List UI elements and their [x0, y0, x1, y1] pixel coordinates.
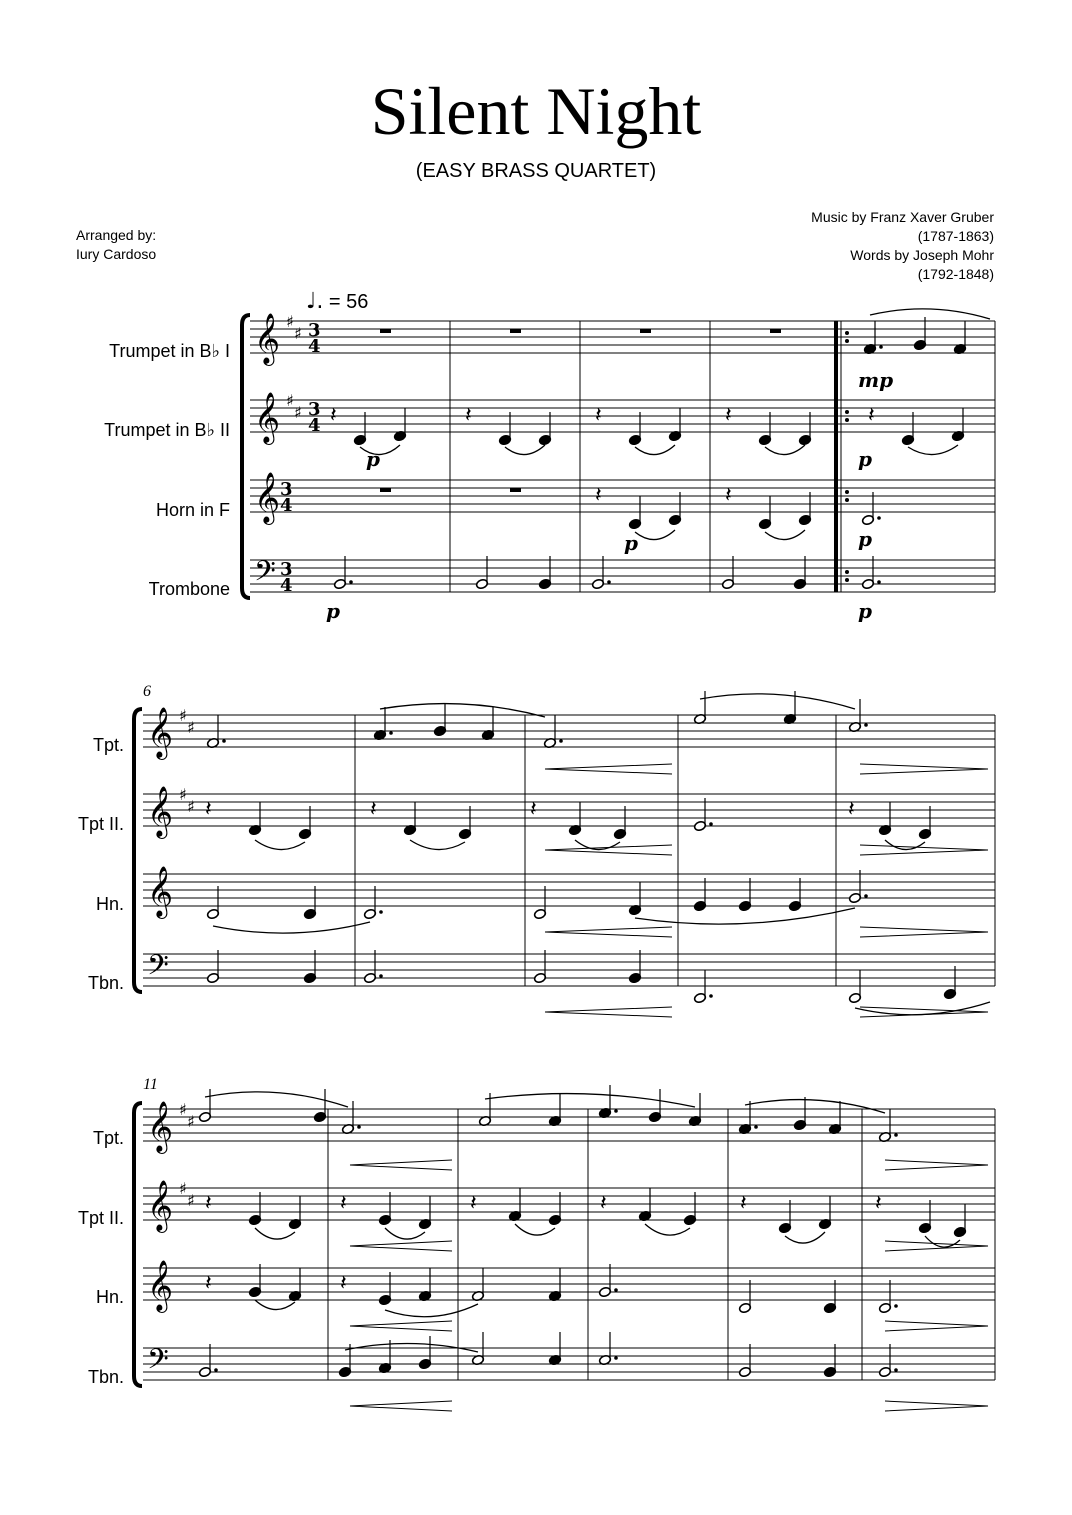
- note-dot: [614, 1109, 618, 1113]
- note-dot: [877, 580, 881, 584]
- measure-number: 6: [143, 683, 151, 700]
- slur: [255, 1228, 295, 1239]
- slur: [908, 445, 958, 455]
- note-dot: [709, 994, 713, 998]
- note-dot: [877, 516, 881, 520]
- note-dot: [607, 580, 611, 584]
- instrument-label-trumpet-1: Tpt.: [92, 1128, 124, 1148]
- dynamic-marking-p: p: [326, 599, 340, 623]
- slur: [213, 922, 370, 933]
- note-dot: [379, 910, 383, 914]
- decrescendo-hairpin: [860, 927, 988, 937]
- key-signature-sharp-icon: ♯: [187, 718, 195, 737]
- treble-clef-icon: 𝄞: [254, 392, 281, 443]
- note-dot: [614, 1288, 618, 1292]
- instrument-label-trumpet-2: Tpt II.: [77, 814, 124, 834]
- decrescendo-hairpin: [885, 1241, 988, 1251]
- dynamic-marking-p: p: [624, 531, 638, 555]
- instrument-label-trumpet-2: Trumpet in B♭ II: [104, 420, 230, 440]
- measure-rest: [510, 329, 521, 333]
- time-signature-denominator: 4: [308, 336, 321, 357]
- slur: [870, 309, 990, 319]
- slur: [255, 1300, 295, 1310]
- quarter-rest-icon: 𝄽: [600, 1191, 607, 1216]
- repeat-dot: [845, 490, 849, 494]
- quarter-rest-icon: 𝄽: [330, 403, 337, 428]
- staff: [143, 874, 995, 906]
- note-dot: [894, 1304, 898, 1308]
- slur: [485, 1094, 695, 1107]
- repeat-dot: [845, 570, 849, 574]
- staff: [143, 715, 995, 747]
- slur: [745, 1100, 885, 1113]
- quarter-rest-icon: 𝄽: [340, 1191, 347, 1216]
- quarter-rest-icon: 𝄽: [340, 1271, 347, 1296]
- slur: [385, 1228, 425, 1239]
- staff: [143, 1348, 995, 1380]
- key-signature-sharp-icon: ♯: [187, 1191, 195, 1210]
- key-signature-sharp-icon: ♯: [286, 312, 294, 331]
- words-credit: Words by Joseph Mohr: [850, 247, 994, 263]
- instrument-label-horn: Horn in F: [155, 500, 230, 520]
- quarter-rest-icon: 𝄽: [740, 1191, 747, 1216]
- crescendo-hairpin: [350, 1401, 452, 1411]
- key-signature-sharp-icon: ♯: [187, 1112, 195, 1131]
- instrument-label-horn: Hn.: [95, 1287, 124, 1307]
- treble-clef-icon: 𝄞: [147, 1180, 174, 1231]
- staff: [143, 794, 995, 826]
- repeat-dot: [845, 339, 849, 343]
- slur: [635, 445, 675, 455]
- key-signature-sharp-icon: ♯: [286, 391, 294, 410]
- quarter-rest-icon: 𝄽: [370, 797, 377, 822]
- measure-rest: [510, 488, 521, 492]
- staff: [143, 1188, 995, 1220]
- time-signature-numerator: 3: [308, 399, 321, 420]
- note-dot: [709, 822, 713, 826]
- quarter-rest-icon: 𝄽: [725, 483, 732, 508]
- time-signature-numerator: 3: [280, 559, 293, 580]
- slur: [505, 445, 545, 455]
- slur: [255, 840, 305, 850]
- repeat-dot: [845, 578, 849, 582]
- quarter-rest-icon: 𝄽: [530, 797, 537, 822]
- words-years: (1792-1848): [917, 266, 994, 282]
- slur: [785, 1232, 825, 1243]
- key-signature-sharp-icon: ♯: [187, 797, 195, 816]
- note-dot: [864, 894, 868, 898]
- decrescendo-hairpin: [860, 764, 988, 774]
- slur: [645, 1224, 690, 1235]
- instrument-label-trumpet-1: Tpt.: [92, 735, 124, 755]
- system-bracket: [242, 315, 250, 598]
- crescendo-hairpin: [350, 1160, 452, 1170]
- note-dot: [754, 1125, 758, 1129]
- measure-rest: [380, 329, 391, 333]
- quarter-rest-icon: 𝄽: [470, 1191, 477, 1216]
- bass-clef-icon: 𝄢: [147, 949, 169, 989]
- instrument-label-trumpet-2: Tpt II.: [77, 1208, 124, 1228]
- instrument-label-trumpet-1: Trumpet in B♭ I: [109, 341, 230, 361]
- treble-clef-icon: 𝄞: [147, 1260, 174, 1311]
- staff: [250, 321, 995, 353]
- quarter-rest-icon: 𝄽: [205, 1271, 212, 1296]
- note-dot: [222, 739, 226, 743]
- note-dot: [879, 345, 883, 349]
- dotted-quarter-note-icon: ♩.: [306, 289, 324, 314]
- quarter-rest-icon: 𝄽: [875, 1191, 882, 1216]
- instrument-label-trombone: Tbn.: [87, 1367, 124, 1387]
- dynamic-marking-p: p: [366, 447, 380, 471]
- quarter-rest-icon: 𝄽: [725, 403, 732, 428]
- repeat-dot: [845, 410, 849, 414]
- staff: [143, 1268, 995, 1300]
- treble-clef-icon: 𝄞: [254, 313, 281, 364]
- measure-rest: [640, 329, 651, 333]
- staff: [143, 954, 995, 986]
- note-dot: [559, 739, 563, 743]
- quarter-rest-icon: 𝄽: [868, 403, 875, 428]
- measure-rest: [380, 488, 391, 492]
- page-subtitle: (EASY BRASS QUARTET): [415, 160, 657, 182]
- time-signature-numerator: 3: [308, 320, 321, 341]
- crescendo-hairpin: [545, 845, 672, 855]
- key-signature-sharp-icon: ♯: [294, 324, 302, 343]
- slur: [765, 445, 805, 455]
- staff: [143, 1109, 995, 1141]
- arranger-label: Arranged by:: [76, 227, 157, 243]
- quarter-rest-icon: 𝄽: [595, 403, 602, 428]
- dynamic-marking-p: p: [858, 447, 872, 471]
- key-signature-sharp-icon: ♯: [179, 706, 187, 725]
- note-dot: [357, 1125, 361, 1129]
- bass-clef-icon: 𝄢: [254, 555, 276, 595]
- repeat-dot: [845, 498, 849, 502]
- treble-clef-icon: 𝄞: [147, 1101, 174, 1152]
- time-signature-denominator: 4: [280, 575, 293, 596]
- tempo-value: = 56: [323, 291, 369, 313]
- time-signature-denominator: 4: [280, 495, 293, 516]
- quarter-rest-icon: 𝄽: [595, 483, 602, 508]
- repeat-dot: [845, 418, 849, 422]
- note-dot: [894, 1368, 898, 1372]
- slur: [765, 530, 805, 540]
- music-credit: Music by Franz Xaver Gruber: [811, 209, 994, 225]
- note-dot: [214, 1368, 218, 1372]
- time-signature-denominator: 4: [308, 415, 321, 436]
- dynamic-marking-p: p: [858, 527, 872, 551]
- decrescendo-hairpin: [885, 1321, 988, 1331]
- treble-clef-icon: 𝄞: [254, 472, 281, 523]
- music-years: (1787-1863): [917, 228, 994, 244]
- note-dot: [389, 731, 393, 735]
- slur: [515, 1224, 555, 1235]
- instrument-label-trombone: Tbn.: [87, 973, 124, 993]
- dynamic-marking-p: p: [858, 599, 872, 623]
- measure-rest: [770, 329, 781, 333]
- slur: [410, 840, 465, 850]
- treble-clef-icon: 𝄞: [147, 707, 174, 758]
- note-dot: [614, 1356, 618, 1360]
- time-signature-numerator: 3: [280, 479, 293, 500]
- instrument-label-horn: Hn.: [95, 894, 124, 914]
- slur: [700, 694, 855, 709]
- note-dot: [379, 974, 383, 978]
- quarter-rest-icon: 𝄽: [205, 797, 212, 822]
- slur: [925, 1236, 960, 1247]
- bass-clef-icon: 𝄢: [147, 1343, 169, 1383]
- decrescendo-hairpin: [885, 1401, 988, 1411]
- measure-number: 11: [143, 1076, 158, 1093]
- crescendo-hairpin: [545, 927, 672, 937]
- key-signature-sharp-icon: ♯: [179, 785, 187, 804]
- treble-clef-icon: 𝄞: [147, 866, 174, 917]
- quarter-rest-icon: 𝄽: [205, 1191, 212, 1216]
- dynamic-marking-mp: mp: [858, 368, 894, 392]
- slur: [205, 1092, 348, 1107]
- staff: [250, 480, 995, 512]
- instrument-label-trombone: Trombone: [148, 579, 230, 599]
- crescendo-hairpin: [350, 1241, 452, 1251]
- slur: [635, 530, 675, 540]
- crescendo-hairpin: [350, 1321, 452, 1331]
- treble-clef-icon: 𝄞: [147, 786, 174, 837]
- staff: [250, 560, 995, 592]
- system-bracket: [134, 709, 142, 992]
- page-title: Silent Night: [370, 73, 702, 149]
- arranger-name: Iury Cardoso: [76, 246, 157, 262]
- crescendo-hairpin: [545, 764, 672, 774]
- repeat-dot: [845, 331, 849, 335]
- note-dot: [894, 1133, 898, 1137]
- slur: [385, 1304, 478, 1317]
- key-signature-sharp-icon: ♯: [179, 1179, 187, 1198]
- system-bracket: [134, 1103, 142, 1386]
- key-signature-sharp-icon: ♯: [179, 1100, 187, 1119]
- key-signature-sharp-icon: ♯: [294, 403, 302, 422]
- decrescendo-hairpin: [860, 845, 988, 855]
- crescendo-hairpin: [545, 1007, 672, 1017]
- decrescendo-hairpin: [885, 1160, 988, 1170]
- slur: [885, 840, 925, 850]
- note-dot: [864, 723, 868, 727]
- note-dot: [349, 580, 353, 584]
- staff: [250, 400, 995, 432]
- quarter-rest-icon: 𝄽: [848, 797, 855, 822]
- quarter-rest-icon: 𝄽: [465, 403, 472, 428]
